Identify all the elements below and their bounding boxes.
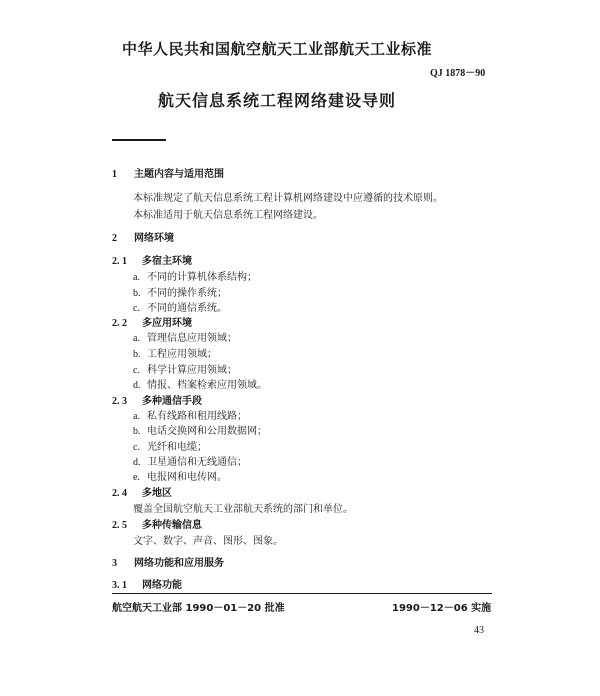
list-label: c. [133,365,140,376]
list-item [133,468,227,483]
title-divider [112,139,166,141]
section-title: 多宿主环境 [142,256,192,267]
section-number: 2. 1 [112,256,127,267]
list-text: 不同的计算机体系结构； [147,272,257,283]
list-item [133,361,237,376]
list-label: b. [133,426,141,437]
list-label: b. [133,288,141,299]
section-title: 多种传输信息 [142,520,202,531]
section-3-heading [112,554,224,569]
list-text: 科学计算应用领域； [147,365,237,376]
standard-code: QJ 1878－90 [430,68,486,79]
paragraph: 本标准规定了航天信息系统工程计算机网络建设中应遵循的技术原则。 [133,193,443,204]
page-number: 43 [474,625,484,636]
list-text: 工程应用领域； [147,349,217,360]
subsection-3-1-heading [112,576,182,591]
list-text: 光纤和电缆； [147,442,207,453]
paragraph: 覆盖全国航空航天工业部航天系统的部门和单位。 [133,504,353,515]
list-text: 管理信息应用领域； [147,333,237,344]
section-number: 2. 5 [112,520,127,531]
list-text: 电话交换网和公用数据网； [147,426,267,437]
issuing-authority-header: 中华人民共和国航空航天工业部航天工业标准 [122,40,433,58]
list-label: a. [133,272,140,283]
list-item [133,407,247,422]
list-text: 不同的通信系统。 [147,303,227,314]
list-label: a. [133,333,140,344]
section-2-heading [112,229,174,244]
paragraph: 文字、数字、声音、图形、图象。 [133,536,283,547]
subsection-2-5-heading [112,516,202,531]
list-text: 情报、档案检索应用领域。 [147,380,267,391]
section-title: 网络环境 [134,233,174,244]
section-number: 3 [112,558,117,569]
implementation-date: 1990－12－06 实施 [392,603,492,614]
list-text: 私有线路和租用线路； [147,411,247,422]
list-text: 不同的操作系统； [147,288,227,299]
section-title: 主题内容与适用范围 [134,169,224,180]
section-number: 2. 3 [112,396,127,407]
list-label: b. [133,349,141,360]
list-item [133,438,207,453]
list-label: a. [133,411,140,422]
footer-divider [112,593,492,594]
list-item [133,329,237,344]
section-1-heading [112,165,224,180]
list-label: c. [133,303,140,314]
list-item [133,299,227,314]
section-number: 2. 2 [112,318,127,329]
section-title: 网络功能和应用服务 [134,558,224,569]
section-number: 2. 4 [112,488,127,499]
list-item [133,376,267,391]
list-label: c. [133,442,140,453]
subsection-2-4-heading [112,484,172,499]
list-item [133,345,217,360]
list-label: e. [133,472,140,483]
subsection-2-3-heading [112,392,202,407]
paragraph: 本标准适用于航天信息系统工程网络建设。 [133,210,323,221]
list-item [133,268,257,283]
section-number: 3. 1 [112,580,127,591]
section-title: 多应用环境 [142,318,192,329]
list-text: 电报网和电传网。 [147,472,227,483]
approval-line: 航空航天工业部 1990－01－20 批准 [112,603,285,614]
list-item [133,453,247,468]
section-number: 2 [112,233,117,244]
list-text: 卫星通信和无线通信； [147,457,247,468]
list-label: d. [133,380,141,391]
document-title: 航天信息系统工程网络建设导则 [158,91,397,110]
list-item [133,422,267,437]
subsection-2-1-heading [112,252,192,267]
section-number: 1 [112,169,117,180]
section-title: 多地区 [142,488,172,499]
section-title: 多种通信手段 [142,396,202,407]
list-label: d. [133,457,141,468]
section-title: 网络功能 [142,580,182,591]
subsection-2-2-heading [112,314,192,329]
list-item [133,284,227,299]
